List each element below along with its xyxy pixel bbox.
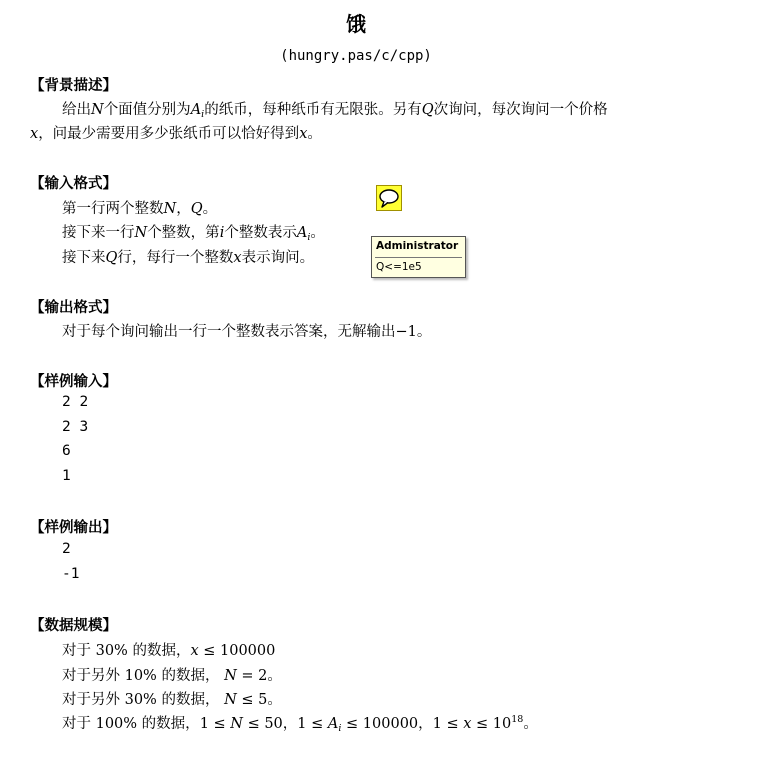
sample-output-line: 2	[62, 541, 71, 557]
background-heading: 【背景描述】	[30, 78, 117, 94]
sample-input-line: 6	[62, 443, 71, 459]
constraint-line-2: 对于另外 10% 的数据， N = 2。	[62, 668, 282, 684]
background-line-2: x，问最少需要用多少张纸币可以恰好得到x。	[30, 126, 322, 142]
constraints-heading: 【数据规模】	[30, 618, 117, 634]
comment-divider	[375, 257, 462, 258]
sample-input-line: 2 3	[62, 419, 89, 435]
file-name: (hungry.pas/c/cpp)	[280, 48, 432, 64]
sample-input-heading: 【样例输入】	[30, 374, 117, 390]
input-format-line-2: 接下来一行N个整数，第i个整数表示$A_i$。	[62, 225, 325, 243]
sample-input-line: 2 2	[62, 394, 89, 410]
comment-popup	[371, 236, 466, 278]
input-format-line-3: 接下来Q行，每行一个整数x表示询问。	[62, 250, 315, 266]
output-format-line-1: 对于每个询问输出一行一个整数表示答案，无解输出−1。	[62, 324, 432, 340]
constraint-line-3: 对于另外 30% 的数据， N ≤ 5。	[62, 692, 282, 708]
sample-output-heading: 【样例输出】	[30, 520, 117, 536]
page-title: 饿	[346, 12, 366, 36]
input-format-heading: 【输入格式】	[30, 176, 117, 192]
input-format-line-1: 第一行两个整数N，Q。	[62, 201, 218, 217]
sample-input-line: 1	[62, 468, 71, 484]
output-format-heading: 【输出格式】	[30, 300, 117, 316]
background-line-1: 给出N个面值分别为$A_i$的纸币，每种纸币有无限张。另有Q次询问，每次询问一个价格	[62, 102, 608, 120]
comment-author: Administrator	[376, 240, 459, 252]
constraint-line-4: 对于 100% 的数据，1 ≤ N ≤ 50，$1 \le A_i \le 100000$，$1 \le x \le 10^{18}$。	[62, 714, 538, 734]
comment-text: Q<=1e5	[376, 261, 422, 273]
comment-marker[interactable]	[376, 185, 402, 211]
sample-output-line: -1	[62, 566, 80, 582]
constraint-line-1: 对于 30% 的数据，x ≤ 100000	[62, 643, 276, 659]
speech-bubble-icon	[377, 186, 401, 210]
